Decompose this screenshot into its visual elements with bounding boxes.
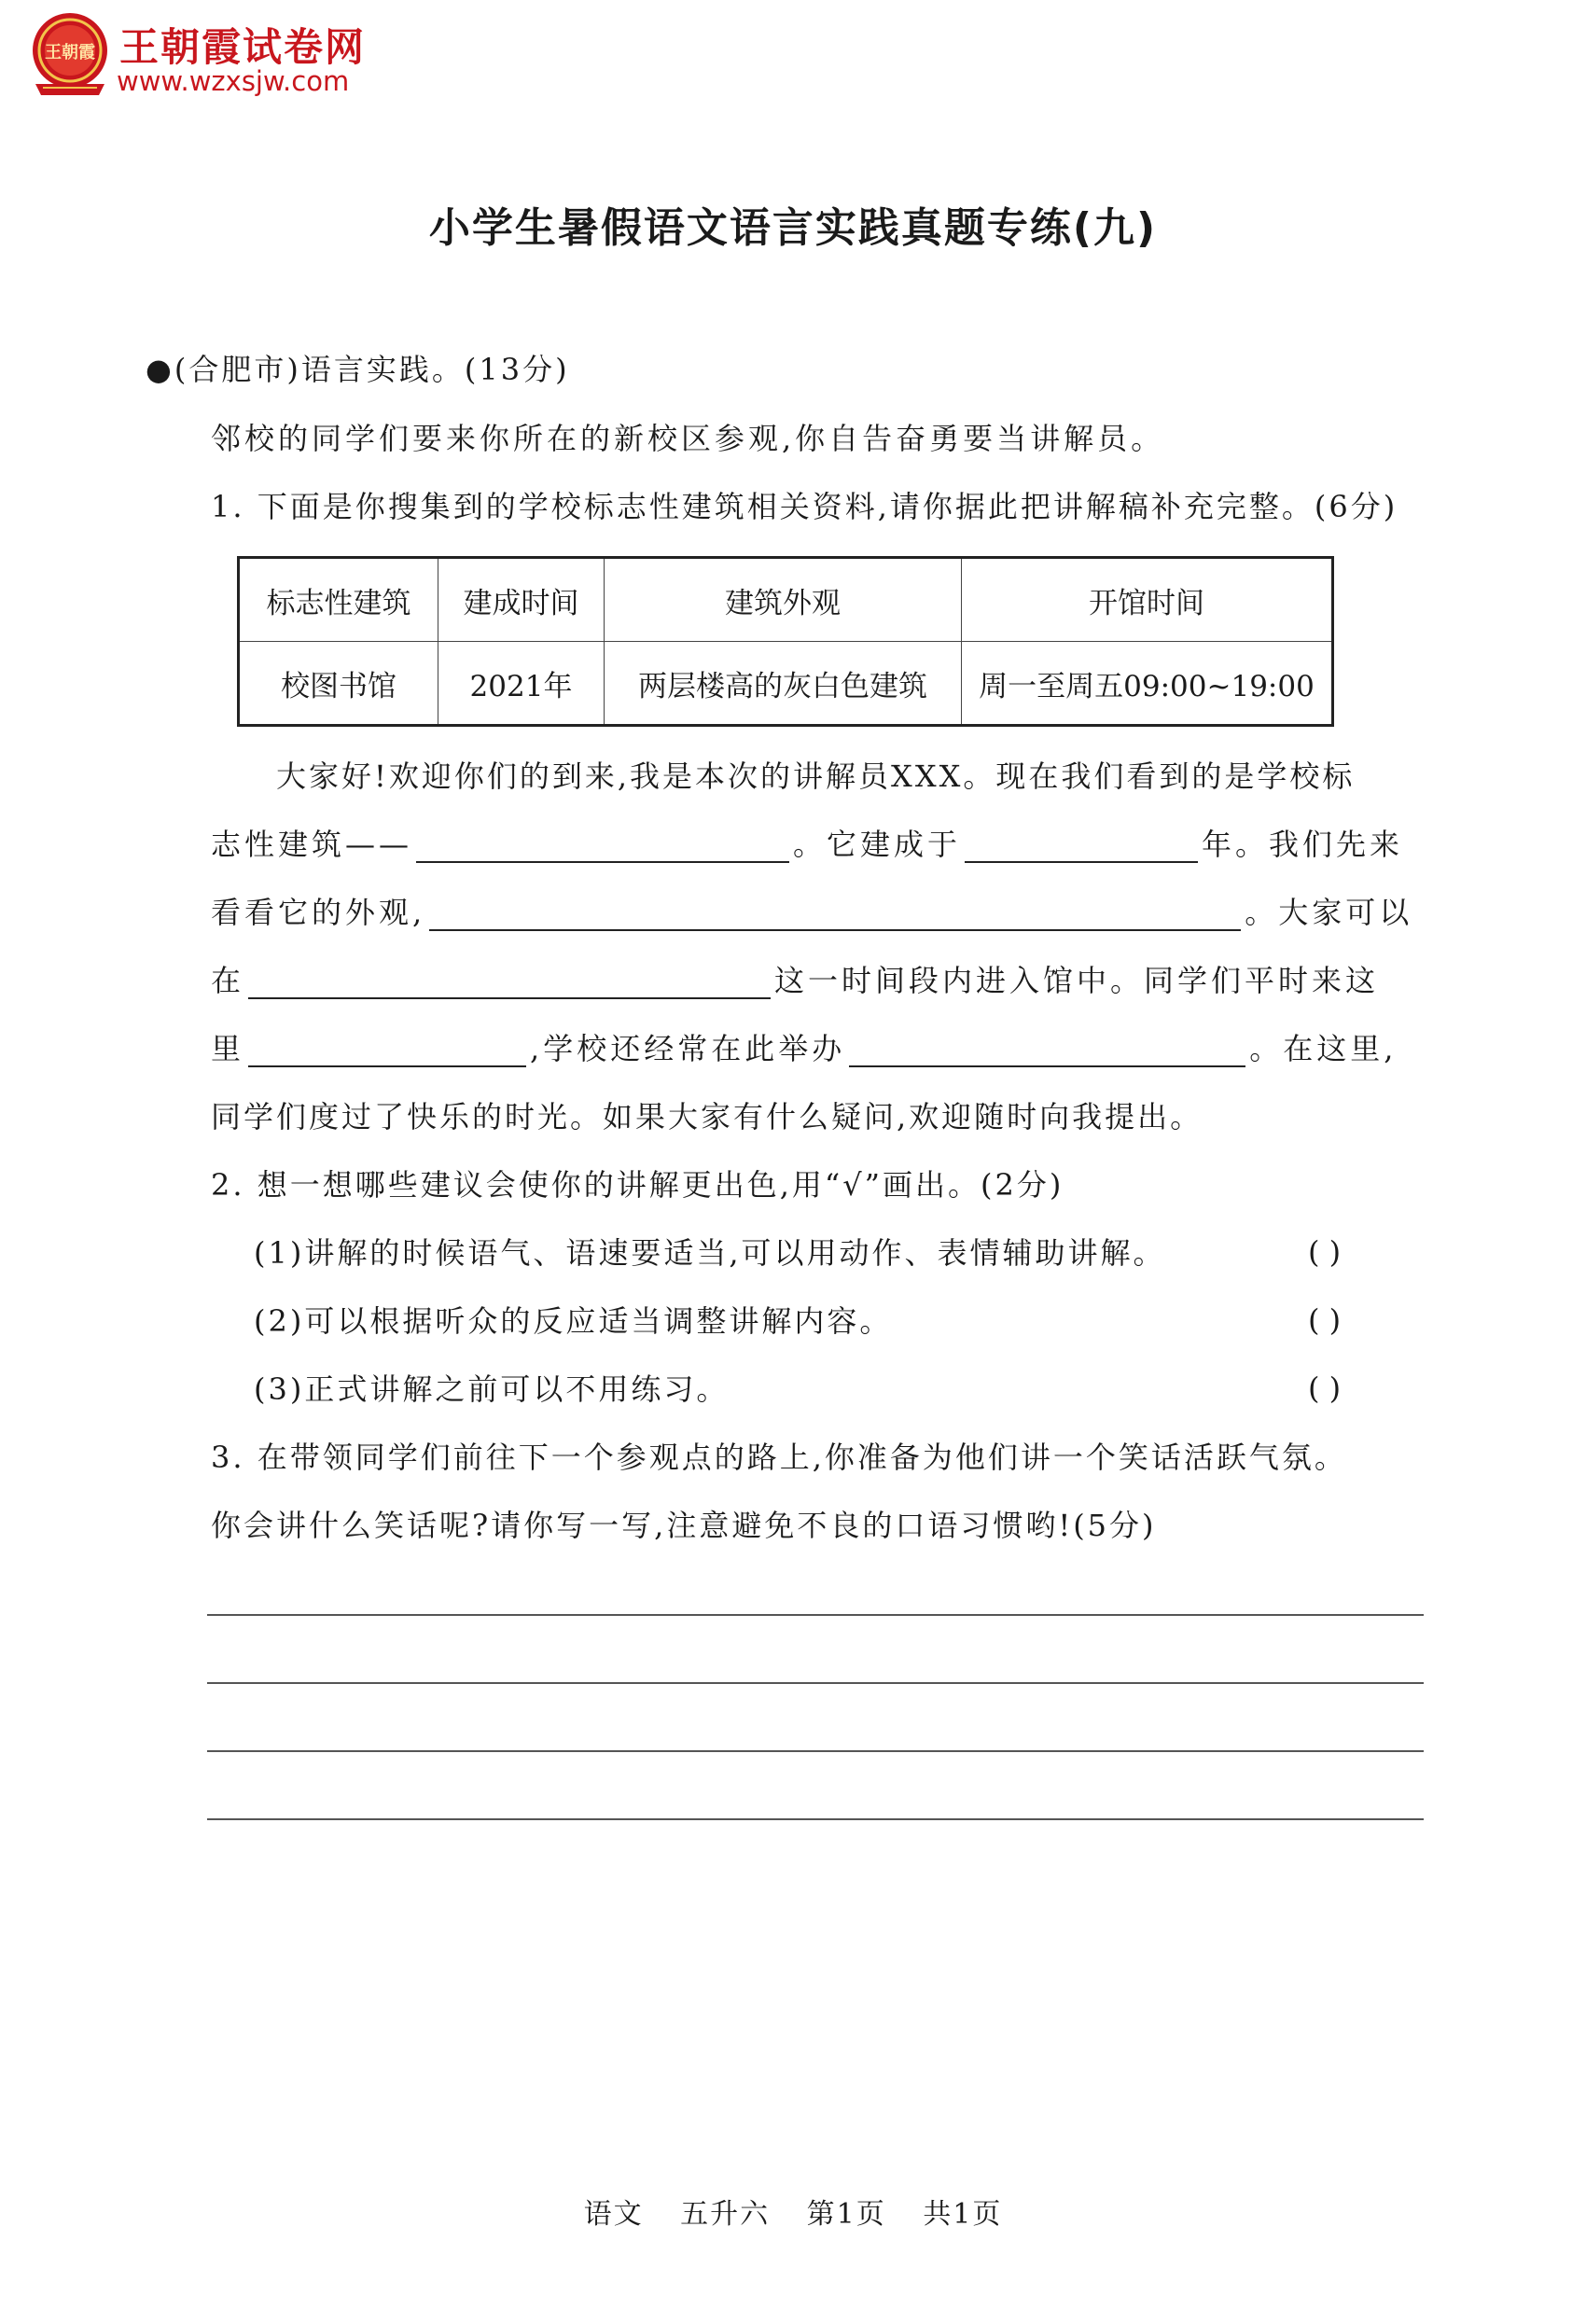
q2-prompt: 2. 想一想哪些建议会使你的讲解更出色,用“√”画出。(2分) [211,1167,1064,1203]
section-heading: ●(合肥市)语言实践。(13分) [146,352,570,387]
blank-build-year[interactable] [965,831,1198,863]
logo-seal-text: 王朝霞 [45,43,95,63]
q2-option-3: (3)正式讲解之前可以不用练习。 [254,1371,730,1407]
script-line-5: 里 ,学校还经常在此举办 。在这里, [211,1031,1398,1066]
table-cell: 两层楼高的灰白色建筑 [605,642,962,726]
table-header-cell: 标志性建筑 [239,558,438,642]
q2-answer-box-3[interactable]: ( ) [1308,1371,1342,1406]
footer-grade: 五升六 [680,2198,771,2231]
script-line-4: 在 这一时间段内进入馆中。同学们平时来这 [211,963,1380,998]
footer-subject: 语文 [583,2198,644,2231]
q1-prompt: 1. 下面是你搜集到的学校标志性建筑相关资料,请你据此把讲解稿补充完整。(6分) [211,489,1398,524]
answer-writing-line[interactable] [207,1750,1424,1752]
blank-activity[interactable] [849,1036,1245,1067]
site-logo [28,11,401,100]
script-line-6: 同学们度过了快乐的时光。如果大家有什么疑问,欢迎随时向我提出。 [211,1099,1203,1134]
page-footer [0,2191,1586,2232]
q2-answer-box-1[interactable]: ( ) [1308,1234,1342,1270]
q2-option-1: (1)讲解的时候语气、语速要适当,可以用动作、表情辅助讲解。 [254,1235,1166,1271]
blank-building-name[interactable] [416,831,789,863]
blank-opening-time[interactable] [248,967,771,999]
table-cell: 2021年 [438,642,605,726]
table-row [239,642,1333,726]
footer-page: 第1页 [806,2198,886,2231]
section-intro: 邻校的同学们要来你所在的新校区参观,你自告奋勇要当讲解员。 [211,421,1165,456]
script-line-1: 大家好!欢迎你们的到来,我是本次的讲解员XXX。现在我们看到的是学校标 [276,758,1356,794]
blank-usage[interactable] [248,1036,526,1067]
table-header-row [239,558,1333,642]
q2-answer-box-2[interactable]: ( ) [1308,1302,1342,1338]
answer-writing-line[interactable] [207,1682,1424,1684]
page-title: 小学生暑假语文语言实践真题专练(九) [428,204,1158,252]
q2-option-2: (2)可以根据听众的反应适当调整讲解内容。 [254,1303,893,1339]
table-header-cell: 开馆时间 [962,558,1333,642]
table-cell: 周一至周五09:00~19:00 [962,642,1333,726]
info-table [237,556,1334,727]
table-header-cell: 建成时间 [438,558,605,642]
logo-badge-icon [28,11,112,100]
logo-url: www.wzxsjw.com [117,65,350,97]
q3-prompt-line-2: 你会讲什么笑话呢?请你写一写,注意避免不良的口语习惯哟!(5分) [211,1508,1157,1543]
footer-total: 共1页 [923,2198,1003,2231]
blank-appearance[interactable] [429,899,1241,931]
script-line-3: 看看它的外观, 。大家可以 [211,895,1413,930]
answer-writing-line[interactable] [207,1614,1424,1616]
q3-prompt-line-1: 3. 在带领同学们前往下一个参观点的路上,你准备为他们讲一个笑话活跃气氛。 [211,1440,1347,1475]
script-line-2: 志性建筑—— 。它建成于 年。我们先来 [211,827,1404,862]
table-header-cell: 建筑外观 [605,558,962,642]
logo-name: 王朝霞试卷网 [119,24,367,70]
table-cell: 校图书馆 [239,642,438,726]
answer-writing-line[interactable] [207,1818,1424,1820]
